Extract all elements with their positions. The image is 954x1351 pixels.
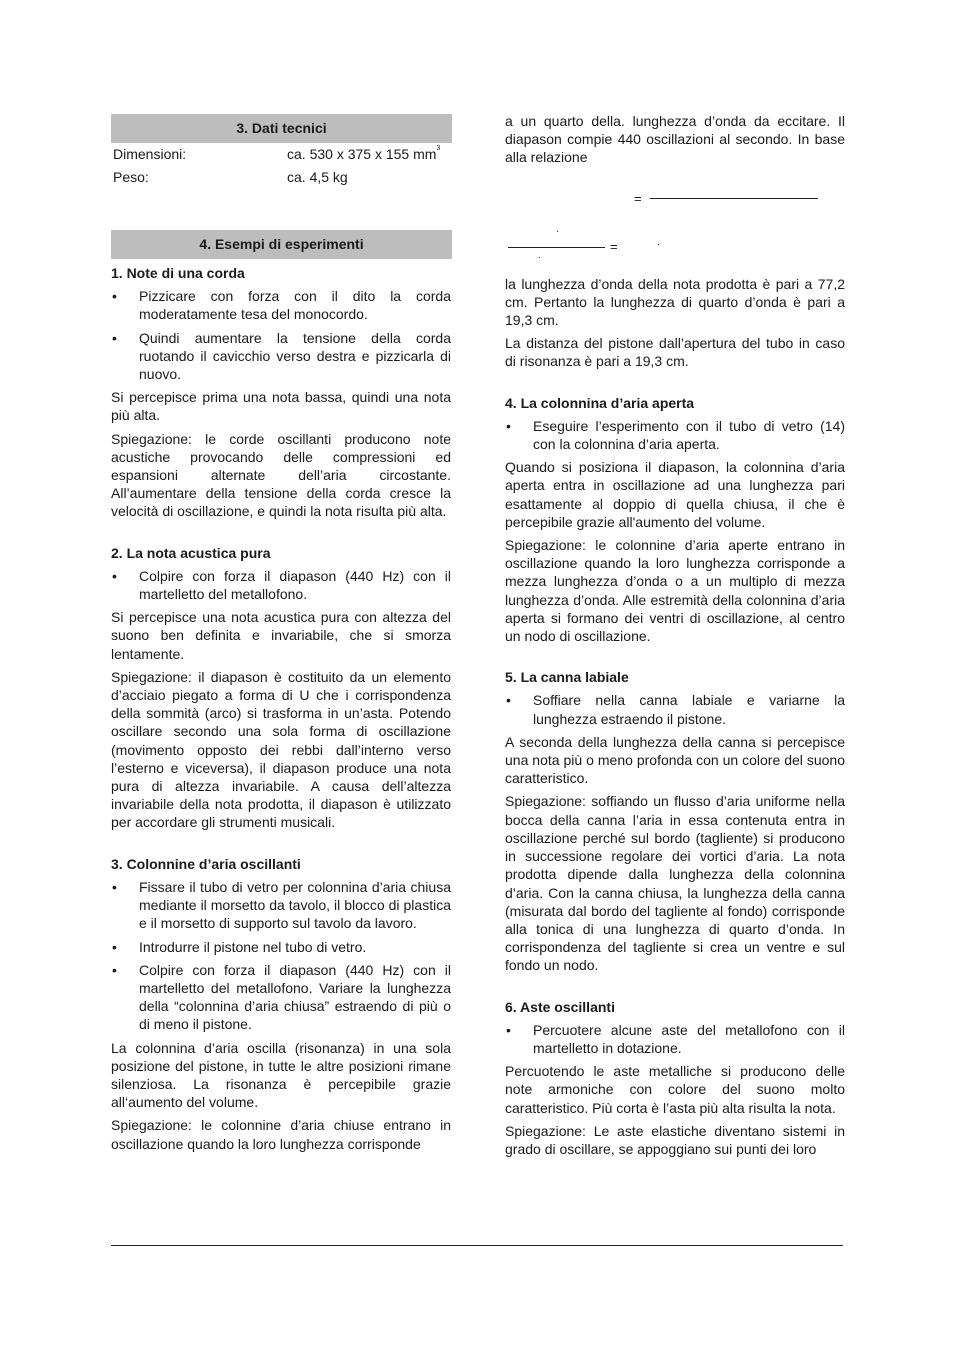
spec-value: ca. 4,5 kg xyxy=(287,169,348,185)
paragraph: La colonnina d’aria oscilla (risonanza) in una sola posizione del pistone, in tutte le altre posizioni rimane silenziosa. La risonanza è percepibile grazie all‘aumento del volume. xyxy=(111,1039,451,1111)
formula-block xyxy=(505,167,845,275)
formula-dot: . xyxy=(538,249,541,261)
section-title: 2. La nota acustica pura xyxy=(111,544,271,561)
spec-label: Peso: xyxy=(113,169,149,185)
section-title: 3. Colonnine d’aria oscillanti xyxy=(111,855,301,872)
fraction-bar xyxy=(508,247,605,248)
bullet-list xyxy=(505,1021,845,1057)
explanation-paragraph: Spiegazione: le colonnine d’aria aperte entrano in oscillazione quando la loro lunghezza corrisponde a mezza lunghezza d’onda o a un multiplo di mezza lunghezza d’onda. Alle estremità della colonnina d’aria aperta si formano dei ventri di oscillazione, al centro un nodo di oscillazione. xyxy=(505,537,845,645)
formula-equals: = xyxy=(634,190,642,206)
left-column xyxy=(111,0,451,1153)
explanation-paragraph: Spiegazione: Le aste elastiche diventano sistemi in grado di oscillare, se appoggiano sui punti dei loro xyxy=(505,1122,845,1157)
fraction-bar xyxy=(650,198,818,199)
list-item: • Fissare il tubo di vetro per colonnina d’aria chiusa mediante il morsetto da tavolo, il blocco di plastica e il morsetto di supporto sul tavolo da lavoro. xyxy=(111,878,451,933)
bullet-list xyxy=(111,567,451,603)
tech-data-header: 3. Dati tecnici xyxy=(111,114,452,143)
paragraph: Percuotendo le aste metalliche si producono delle note armoniche con colore del suono molto caratteristico. Più corta è l’asta più alta risulta la nota. xyxy=(505,1063,845,1116)
paragraph: A seconda della lunghezza della canna si percepisce una nota più o meno profonda con un colore del suono caratteristico. xyxy=(505,733,845,787)
list-item: • Introdurre il pistone nel tubo di vetro. xyxy=(111,938,451,956)
paragraph: Quando si posiziona il diapason, la colonnina d’aria aperta entra in oscillazione ad una lunghezza pari esattamente al doppio di quella chiusa, il che è percepibile grazie all'aumento del volume. xyxy=(505,459,845,530)
spec-value: ca. 530 x 375 x 155 $mm^3$ xyxy=(287,145,441,162)
formula-dot: . xyxy=(556,223,559,235)
section-title: 1. Note di una corda xyxy=(111,265,245,281)
examples-header: 4. Esempi di esperimenti xyxy=(111,230,452,259)
bullet-list xyxy=(505,691,845,727)
section-title: 5. La canna labiale xyxy=(505,669,629,686)
spec-row-dimensions xyxy=(111,143,451,166)
explanation-paragraph: Spiegazione: le corde oscillanti producono note acustiche provocando delle compressioni ed espansioni alternate dell’aria circostante. All’aumentare della tensione della corda cresce la velocità di oscillazione, e quindi la nota risulta più alta. xyxy=(111,430,451,520)
right-column xyxy=(505,0,845,1158)
paragraph: La distanza del pistone dall’apertura del tubo in caso di risonanza è pari a 19,3 cm. xyxy=(505,335,845,370)
list-item: • Percuotere alcune aste del metallofono con il martelletto in dotazione. xyxy=(505,1021,845,1057)
paragraph: Si percepisce prima una nota bassa, quindi una nota più alta. xyxy=(111,389,451,424)
explanation-paragraph: Spiegazione: le colonnine d’aria chiuse entrano in oscillazione quando la loro lunghezza corrisponde xyxy=(111,1117,451,1152)
spec-label: Dimensioni: xyxy=(113,146,187,162)
section-title: 6. Aste oscillanti xyxy=(505,998,615,1015)
formula-dot: . xyxy=(657,236,660,248)
bullet-list xyxy=(111,878,451,1034)
list-item: • Colpire con forza il diapason (440 Hz) con il martelletto del metallofono. xyxy=(111,567,451,603)
list-item: • Pizzicare con forza con il dito la corda moderatamente tesa del monocordo. xyxy=(111,287,451,323)
formula-equals: = xyxy=(610,238,618,254)
explanation-paragraph: Spiegazione: soffiando un flusso d’aria uniforme nella bocca della canna l’aria in essa contenuta entra in oscillazione perché sul bordo (tagliente) si producono in successione regolare dei vortici d’aria. La nota prodotta dipende dalla lunghezza della colonnina d’aria. Con la canna chiusa, la lunghezza della canna (misurata dal bordo del tagliente al fondo) corrisponde alla tonica di una lunghezza di quarto d’onda. In corrispondenza del tagliente si crea un ventre e sul fondo un nodo. xyxy=(505,793,845,974)
section-title: 4. La colonnina d’aria aperta xyxy=(505,394,695,411)
paragraph: a un quarto della. lunghezza d’onda da eccitare. Il diapason compie 440 oscillazioni al secondo. In base alla relazione xyxy=(505,113,845,166)
list-item: • Soffiare nella canna labiale e variarne la lunghezza estraendo il pistone. xyxy=(505,691,845,727)
explanation-paragraph: Spiegazione: il diapason è costituito da un elemento d’acciaio piegato a forma di U che i corrispondenza della sommità (arco) si trasforma in un’asta. Potendo oscillare secondo una sola forma di oscillazione (movimento opposto dei rebbi dall’interno verso l’esterno e viceversa), il diapason produce una nota pura di altezza invariabile. A causa dell’altezza invariabile della nota prodotta, il diapason è utilizzato per accordare gli strumenti musicali. xyxy=(111,668,451,831)
list-item: • Quindi aumentare la tensione della corda ruotando il cavicchio verso destra e pizzicarla di nuovo. xyxy=(111,329,451,384)
paragraph: la lunghezza d’onda della nota prodotta è pari a 77,2 cm. Pertanto la lunghezza di quarto d’onda è pari a 19,3 cm. xyxy=(505,275,845,329)
bullet-list xyxy=(505,417,845,453)
list-item: • Eseguire l’esperimento con il tubo di vetro (14) con la colonnina d’aria aperta. xyxy=(505,417,845,453)
spec-row-weight xyxy=(111,166,451,189)
list-item: • Colpire con forza il diapason (440 Hz) con il martelletto del metallofono. Variare la lunghezza della “colonnina d’aria chiusa” estraendo di più o di meno il pistone. xyxy=(111,961,451,1034)
footer-divider xyxy=(111,1245,843,1246)
paragraph: Si percepisce una nota acustica pura con altezza del suono ben definita e invariabile, che si smorza lentamente. xyxy=(111,609,451,662)
bullet-list xyxy=(111,287,451,383)
